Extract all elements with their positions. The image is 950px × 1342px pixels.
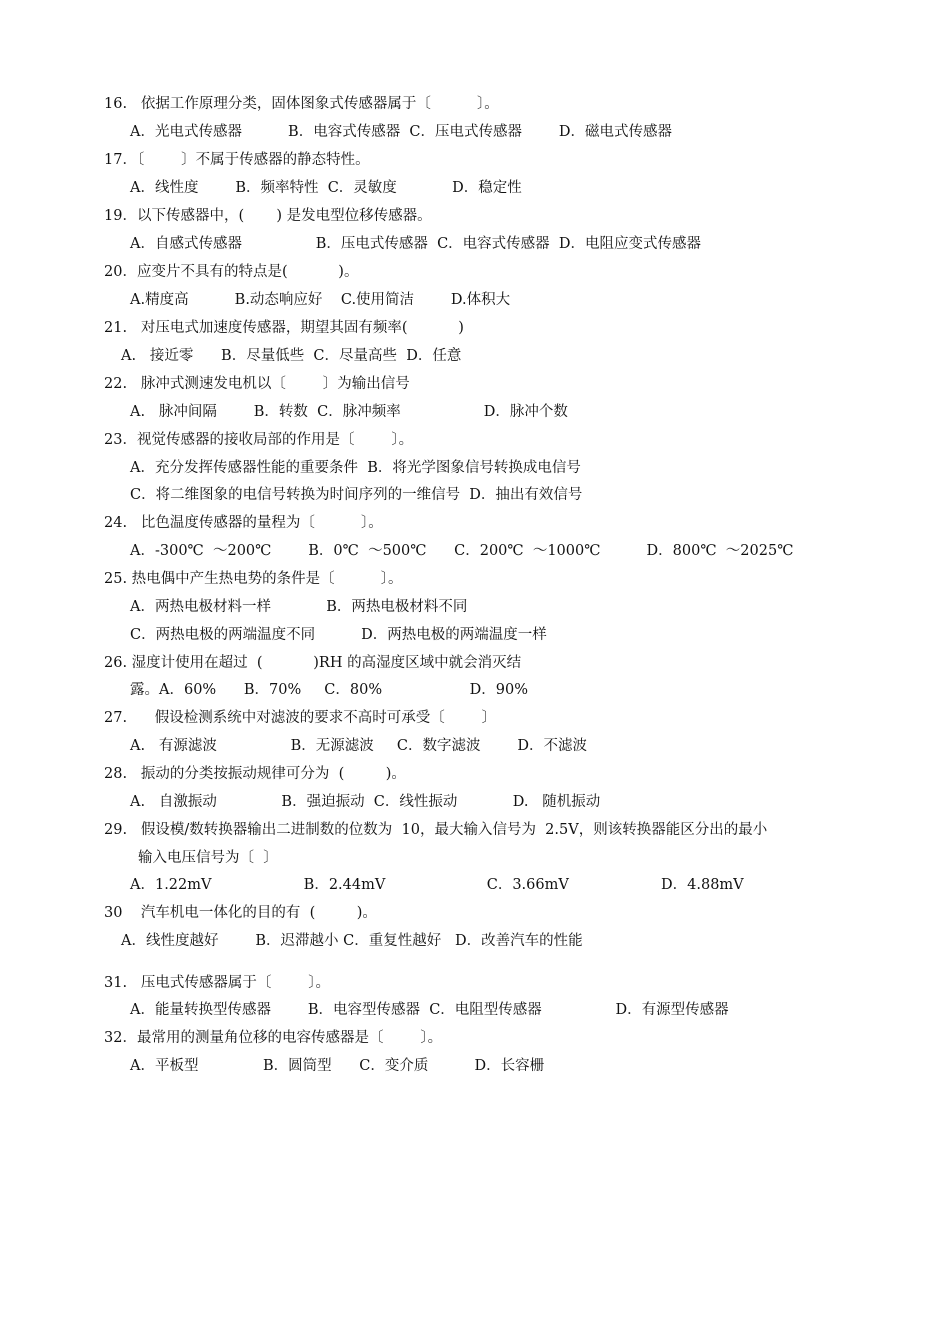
question-line: 23．视觉传感器的接收局部的作用是〔 〕。	[104, 432, 414, 448]
options-line: C．两热电极的两端温度不同 D．两热电极的两端温度一样	[130, 627, 547, 643]
question-line: 22. 脉冲式测速发电机以〔 〕为输出信号	[104, 376, 410, 392]
question-line: 21. 对压电式加速度传感器，期望其固有频率( )	[104, 320, 464, 336]
options-line: A. 自激振动 B．强迫振动 C．线性振动 D. 随机振动	[130, 794, 601, 810]
question-line: 19．以下传感器中，( ) 是发电型位移传感器。	[104, 208, 432, 224]
question-line: 24. 比色温度传感器的量程为〔 〕。	[104, 515, 383, 531]
question-line: 17．〔 〕不属于传感器的静态特性。	[104, 152, 370, 168]
options-line: A．两热电极材料一样 B．两热电极材料不同	[130, 599, 468, 615]
options-line: A．平板型 B．圆筒型 C．变介质 D．长容栅	[130, 1058, 545, 1074]
options-line: A．-300℃ ～200℃ B．0℃ ～500℃ C．200℃ ～1000℃ D．800℃ ～2025℃	[130, 543, 794, 559]
options-line: A．线性度 B．频率特性 C．灵敏度 D．稳定性	[130, 180, 522, 196]
question-line: 31. 压电式传感器属于〔 〕。	[104, 975, 331, 991]
options-line: 露。A．60% B．70% C．80% D．90%	[130, 682, 529, 698]
question-line: 26. 湿度计使用在超过 ( )RH 的高湿度区域中就会消灭结	[104, 655, 522, 671]
question-line: 32．最常用的测量角位移的电容传感器是〔 〕。	[104, 1030, 443, 1046]
question-line: 27. 假设检测系统中对滤波的要求不高时可承受〔 〕	[104, 710, 497, 726]
question-line: 28. 振动的分类按振动规律可分为 ( )。	[104, 766, 406, 782]
options-line: A. 脉冲间隔 B．转数 C．脉冲频率 D．脉冲个数	[130, 404, 568, 420]
options-line: A．充分发挥传感器性能的重要条件 B．将光学图象信号转换成电信号	[130, 460, 581, 476]
question-line: 30 汽车机电一体化的目的有 ( )。	[104, 905, 377, 921]
options-line: A．自感式传感器 B．压电式传感器 C．电容式传感器 D．电阻应变式传感器	[130, 236, 702, 252]
options-line: C．将二维图象的电信号转换为时间序列的一维信号 D．抽出有效信号	[130, 487, 583, 503]
options-line: A.精度高 B.动态响应好 C.使用简洁 D.体积大	[130, 292, 511, 308]
options-line: 输入电压信号为〔 〕	[138, 850, 278, 866]
question-line: 16. 依据工作原理分类，固体图象式传感器属于〔 〕。	[104, 96, 499, 112]
question-line: 20．应变片不具有的特点是( )。	[104, 264, 359, 280]
options-line: A．线性度越好 B．迟滞越小 C．重复性越好 D．改善汽车的性能	[121, 933, 583, 949]
question-line: 29. 假设模/数转换器输出二进制数的位数为 10，最大输入信号为 2.5V，则该转换器能区分出的最小	[104, 822, 768, 838]
options-line: A．能量转换型传感器 B．电容型传感器 C．电阻型传感器 D．有源型传感器	[130, 1002, 729, 1018]
question-line: 25. 热电偶中产生热电势的条件是〔 〕。	[104, 571, 403, 587]
options-line: A. 接近零 B．尽量低些 C．尽量高些 D．任意	[121, 348, 462, 364]
options-line: A. 有源滤波 B．无源滤波 C．数字滤波 D．不滤波	[130, 738, 587, 754]
options-line: A．1.22mV B．2.44mV C．3.66mV D．4.88mV	[130, 877, 744, 893]
options-line: A．光电式传感器 B．电容式传感器 C．压电式传感器 D．磁电式传感器	[130, 124, 673, 140]
